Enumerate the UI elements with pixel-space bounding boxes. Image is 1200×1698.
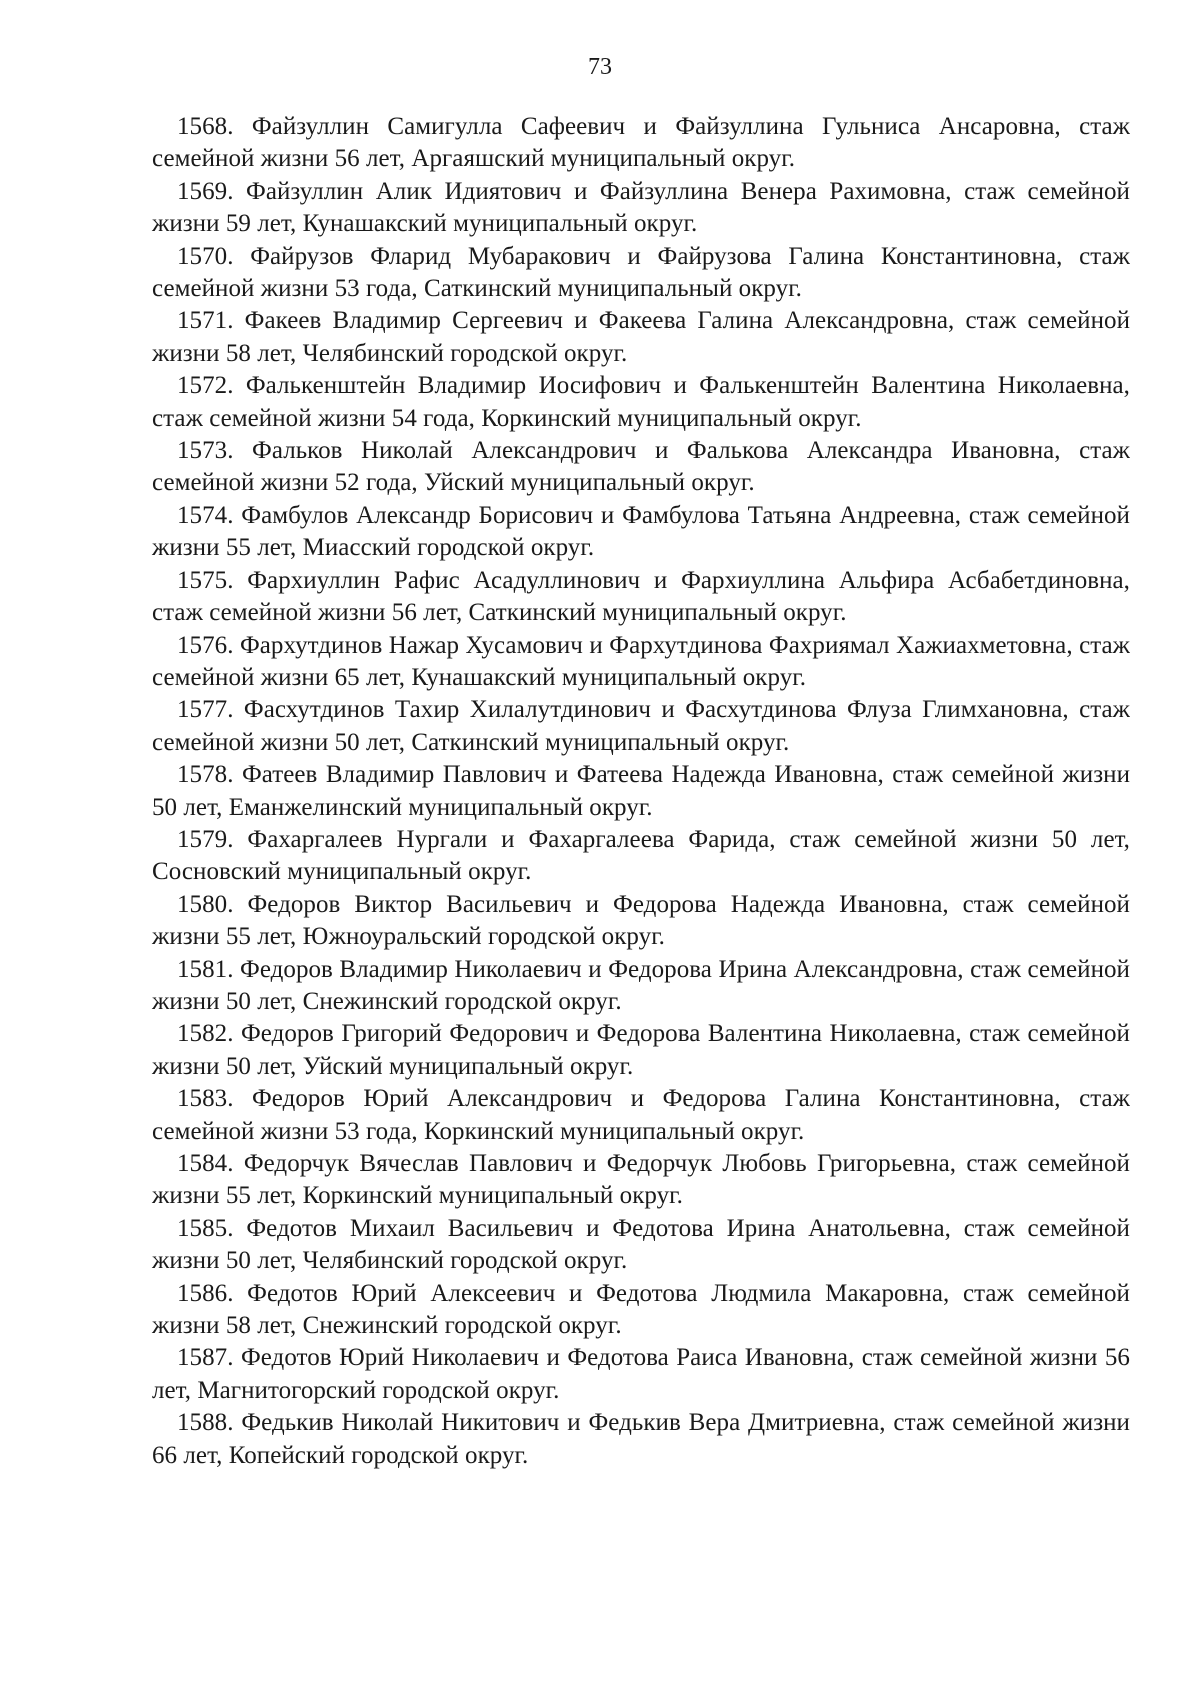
- entry-number: 1577.: [177, 696, 234, 724]
- entry-text: Федоров Григорий Федорович и Федорова Валентина Николаевна, стаж семейной жизни 50 лет, Уйский муниципальный округ.: [152, 1020, 1130, 1080]
- list-item: [152, 1018, 1130, 1083]
- list-item: [152, 1213, 1130, 1278]
- entry-text: Фатеев Владимир Павлович и Фатеева Надежда Ивановна, стаж семейной жизни 50 лет, Еманжелинский муниципальный округ.: [152, 761, 1130, 821]
- entry-text: Федькив Николай Никитович и Федькив Вера Дмитриевна, стаж семейной жизни 66 лет, Копейский городской округ.: [152, 1409, 1130, 1469]
- entry-number: 1581.: [177, 955, 234, 983]
- list-item: [152, 630, 1130, 695]
- list-item: [152, 694, 1130, 759]
- entry-list: [152, 111, 1130, 1472]
- entry-number: 1575.: [177, 566, 234, 594]
- entry-text: Фалькенштейн Владимир Иосифович и Фалькенштейн Валентина Николаевна, стаж семейной жизни 54 года, Коркинский муниципальный округ.: [152, 372, 1130, 432]
- entry-text: Фасхутдинов Тахир Хилалутдинович и Фасхутдинова Флуза Глимхановна, стаж семейной жизни 50 лет, Саткинский муниципальный округ.: [152, 696, 1130, 756]
- entry-text: Фамбулов Александр Борисович и Фамбулова Татьяна Андреевна, стаж семейной жизни 55 лет, Миасский городской округ.: [152, 501, 1130, 562]
- list-item: [152, 1342, 1130, 1407]
- list-item: [152, 305, 1130, 370]
- entry-text: Федотов Михаил Васильевич и Федотова Ирина Анатольевна, стаж семейной жизни 50 лет, Челябинский городской округ.: [152, 1214, 1130, 1275]
- list-item: [152, 1148, 1130, 1213]
- list-item: [152, 1083, 1130, 1148]
- list-item: [152, 435, 1130, 500]
- entry-number: 1588.: [177, 1409, 234, 1437]
- list-item: [152, 1407, 1130, 1472]
- entry-text: Файзуллин Самигулла Сафеевич и Файзуллина Гульниса Ансаровна, стаж семейной жизни 56 лет, Аргаяшский муниципальный округ.: [152, 113, 1130, 173]
- list-item: [152, 889, 1130, 954]
- entry-text: Федорчук Вячеслав Павлович и Федорчук Любовь Григорьевна, стаж семейной жизни 55 лет, Коркинский муниципальный округ.: [152, 1150, 1130, 1210]
- entry-text: Факеев Владимир Сергеевич и Факеева Галина Александровна, стаж семейной жизни 58 лет, Челябинский городской округ.: [152, 307, 1130, 367]
- entry-text: Фальков Николай Александрович и Фалькова Александра Ивановна, стаж семейной жизни 52 года, Уйский муниципальный округ.: [152, 437, 1130, 497]
- entry-number: 1584.: [177, 1150, 234, 1177]
- entry-text: Файзуллин Алик Идиятович и Файзуллина Венера Рахимовна, стаж семейной жизни 59 лет, Кунашакский муниципальный округ.: [152, 177, 1130, 238]
- list-item: [152, 1278, 1130, 1343]
- entry-text: Федоров Юрий Александрович и Федорова Галина Константиновна, стаж семейной жизни 53 года, Коркинский муниципальный округ.: [152, 1085, 1130, 1145]
- list-item: [152, 176, 1130, 241]
- entry-text: Фархутдинов Нажар Хусамович и Фархутдинова Фахриямал Хажиахметовна, стаж семейной жизни 65 лет, Кунашакский муниципальный округ.: [152, 631, 1130, 691]
- entry-number: 1576.: [177, 631, 234, 659]
- entry-number: 1572.: [177, 372, 234, 400]
- list-item: [152, 370, 1130, 435]
- entry-number: 1569.: [177, 177, 234, 205]
- entry-number: 1568.: [177, 113, 234, 140]
- entry-number: 1579.: [177, 825, 234, 853]
- entry-number: 1586.: [177, 1279, 234, 1307]
- entry-text: Федоров Владимир Николаевич и Федорова Ирина Александровна, стаж семейной жизни 50 лет, Снежинский городской округ.: [152, 955, 1130, 1015]
- entry-text: Федоров Виктор Васильевич и Федорова Надежда Ивановна, стаж семейной жизни 55 лет, Южноуральский городской округ.: [152, 890, 1130, 951]
- entry-number: 1583.: [177, 1085, 234, 1113]
- entry-number: 1570.: [177, 242, 234, 270]
- list-item: [152, 824, 1130, 889]
- list-item: [152, 954, 1130, 1019]
- list-item: [152, 565, 1130, 630]
- list-item: [152, 111, 1130, 176]
- entry-number: 1578.: [177, 761, 234, 789]
- entry-number: 1573.: [177, 437, 234, 465]
- entry-text: Фахаргалеев Нургали и Фахаргалеева Фарида, стаж семейной жизни 50 лет, Сосновский муниципальный округ.: [152, 825, 1130, 886]
- list-item: [152, 241, 1130, 306]
- page-number: 73: [588, 54, 612, 80]
- list-item: [152, 759, 1130, 824]
- list-item: [152, 500, 1130, 565]
- entry-number: 1585.: [177, 1214, 234, 1242]
- entry-number: 1571.: [177, 307, 234, 335]
- entry-text: Федотов Юрий Алексеевич и Федотова Людмила Макаровна, стаж семейной жизни 58 лет, Снежинский городской округ.: [152, 1279, 1130, 1340]
- entry-number: 1582.: [177, 1020, 234, 1048]
- entry-text: Федотов Юрий Николаевич и Федотова Раиса Ивановна, стаж семейной жизни 56 лет, Магнитогорский городской округ.: [152, 1344, 1130, 1404]
- entry-number: 1580.: [177, 890, 234, 918]
- entry-number: 1574.: [177, 501, 234, 529]
- entry-number: 1587.: [177, 1344, 234, 1372]
- entry-text: Фархиуллин Рафис Асадуллинович и Фархиуллина Альфира Асбабетдиновна, стаж семейной жизни 56 лет, Саткинский муниципальный округ.: [152, 566, 1130, 627]
- entry-text: Файрузов Фларид Мубаракович и Файрузова Галина Константиновна, стаж семейной жизни 53 года, Саткинский муниципальный округ.: [152, 242, 1130, 303]
